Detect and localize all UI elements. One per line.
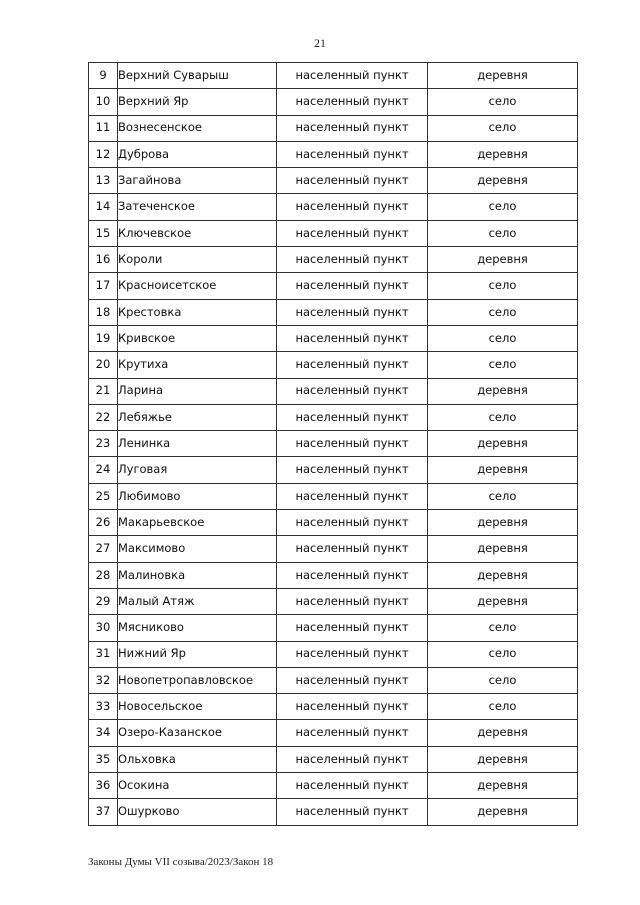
- settlement-kind-cell: населенный пункт: [277, 115, 428, 141]
- settlement-name-cell: Новосельское: [118, 694, 277, 720]
- row-number-cell: 36: [89, 773, 118, 799]
- settlement-kind-cell: населенный пункт: [277, 325, 428, 351]
- table-row: [89, 615, 578, 641]
- settlement-type-cell: деревня: [428, 746, 578, 772]
- row-number-cell: 20: [89, 352, 118, 378]
- table-row: [89, 247, 578, 273]
- row-number-cell: 15: [89, 220, 118, 246]
- row-number-cell: 18: [89, 299, 118, 325]
- settlement-kind-cell: населенный пункт: [277, 194, 428, 220]
- row-number-cell: 14: [89, 194, 118, 220]
- table-row: [89, 299, 578, 325]
- table-row: [89, 273, 578, 299]
- table-row: [89, 115, 578, 141]
- settlement-name-cell: Малиновка: [118, 562, 277, 588]
- settlement-kind-cell: населенный пункт: [277, 615, 428, 641]
- settlement-name-cell: Верхний Яр: [118, 89, 277, 115]
- settlement-name-cell: Малый Атяж: [118, 588, 277, 614]
- settlement-kind-cell: населенный пункт: [277, 352, 428, 378]
- settlement-kind-cell: населенный пункт: [277, 299, 428, 325]
- settlement-kind-cell: населенный пункт: [277, 641, 428, 667]
- settlement-name-cell: Загайнова: [118, 168, 277, 194]
- settlement-type-cell: село: [428, 404, 578, 430]
- row-number-cell: 23: [89, 431, 118, 457]
- settlement-name-cell: Верхний Суварыш: [118, 63, 277, 89]
- row-number-cell: 22: [89, 404, 118, 430]
- row-number-cell: 17: [89, 273, 118, 299]
- settlement-type-cell: деревня: [428, 168, 578, 194]
- row-number-cell: 34: [89, 720, 118, 746]
- settlement-type-cell: село: [428, 694, 578, 720]
- settlement-kind-cell: населенный пункт: [277, 220, 428, 246]
- settlement-name-cell: Новопетропавловское: [118, 667, 277, 693]
- table-row: [89, 378, 578, 404]
- document-footer: Законы Думы VII созыва/2023/Закон 18: [88, 856, 274, 868]
- settlement-type-cell: село: [428, 194, 578, 220]
- table-row: [89, 404, 578, 430]
- settlement-kind-cell: населенный пункт: [277, 89, 428, 115]
- table-row: [89, 431, 578, 457]
- table-row: [89, 799, 578, 825]
- settlement-name-cell: Лебяжье: [118, 404, 277, 430]
- table-row: [89, 667, 578, 693]
- settlement-type-cell: деревня: [428, 799, 578, 825]
- row-number-cell: 21: [89, 378, 118, 404]
- settlement-kind-cell: населенный пункт: [277, 378, 428, 404]
- settlement-kind-cell: населенный пункт: [277, 746, 428, 772]
- settlement-kind-cell: населенный пункт: [277, 168, 428, 194]
- table-row: [89, 773, 578, 799]
- row-number-cell: 37: [89, 799, 118, 825]
- settlement-kind-cell: населенный пункт: [277, 799, 428, 825]
- row-number-cell: 13: [89, 168, 118, 194]
- settlement-name-cell: Дуброва: [118, 141, 277, 167]
- settlement-name-cell: Нижний Яр: [118, 641, 277, 667]
- settlement-type-cell: деревня: [428, 773, 578, 799]
- settlement-type-cell: деревня: [428, 536, 578, 562]
- settlement-name-cell: Ленинка: [118, 431, 277, 457]
- settlement-name-cell: Мясниково: [118, 615, 277, 641]
- settlement-type-cell: село: [428, 641, 578, 667]
- row-number-cell: 19: [89, 325, 118, 351]
- settlement-kind-cell: населенный пункт: [277, 404, 428, 430]
- settlement-type-cell: деревня: [428, 63, 578, 89]
- table-row: [89, 588, 578, 614]
- table-row: [89, 63, 578, 89]
- settlements-table-body: [89, 63, 578, 826]
- settlement-kind-cell: населенный пункт: [277, 536, 428, 562]
- table-row: [89, 352, 578, 378]
- settlement-type-cell: деревня: [428, 378, 578, 404]
- settlement-name-cell: Ключевское: [118, 220, 277, 246]
- settlement-type-cell: деревня: [428, 720, 578, 746]
- settlement-name-cell: Крутиха: [118, 352, 277, 378]
- row-number-cell: 24: [89, 457, 118, 483]
- table-row: [89, 457, 578, 483]
- settlement-name-cell: Крестовка: [118, 299, 277, 325]
- settlement-type-cell: село: [428, 273, 578, 299]
- row-number-cell: 30: [89, 615, 118, 641]
- table-row: [89, 641, 578, 667]
- row-number-cell: 29: [89, 588, 118, 614]
- settlement-type-cell: деревня: [428, 247, 578, 273]
- settlement-name-cell: Вознесенское: [118, 115, 277, 141]
- settlement-name-cell: Макарьевское: [118, 510, 277, 536]
- settlement-name-cell: Максимово: [118, 536, 277, 562]
- settlement-type-cell: село: [428, 483, 578, 509]
- settlement-name-cell: Луговая: [118, 457, 277, 483]
- row-number-cell: 35: [89, 746, 118, 772]
- row-number-cell: 12: [89, 141, 118, 167]
- row-number-cell: 25: [89, 483, 118, 509]
- row-number-cell: 10: [89, 89, 118, 115]
- settlement-kind-cell: населенный пункт: [277, 483, 428, 509]
- table-row: [89, 536, 578, 562]
- row-number-cell: 32: [89, 667, 118, 693]
- row-number-cell: 27: [89, 536, 118, 562]
- settlement-name-cell: Красноисетское: [118, 273, 277, 299]
- settlement-kind-cell: населенный пункт: [277, 247, 428, 273]
- settlement-type-cell: село: [428, 667, 578, 693]
- row-number-cell: 11: [89, 115, 118, 141]
- row-number-cell: 9: [89, 63, 118, 89]
- row-number-cell: 26: [89, 510, 118, 536]
- settlement-kind-cell: населенный пункт: [277, 773, 428, 799]
- table-row: [89, 220, 578, 246]
- table-row: [89, 510, 578, 536]
- settlement-name-cell: Осокина: [118, 773, 277, 799]
- settlement-type-cell: село: [428, 299, 578, 325]
- table-row: [89, 746, 578, 772]
- settlement-kind-cell: населенный пункт: [277, 431, 428, 457]
- settlement-type-cell: село: [428, 325, 578, 351]
- settlement-kind-cell: населенный пункт: [277, 667, 428, 693]
- settlement-name-cell: Ольховка: [118, 746, 277, 772]
- settlement-type-cell: деревня: [428, 141, 578, 167]
- settlement-type-cell: село: [428, 220, 578, 246]
- settlement-kind-cell: населенный пункт: [277, 63, 428, 89]
- table-row: [89, 720, 578, 746]
- table-row: [89, 562, 578, 588]
- settlement-name-cell: Кривское: [118, 325, 277, 351]
- settlement-type-cell: село: [428, 352, 578, 378]
- row-number-cell: 28: [89, 562, 118, 588]
- settlement-type-cell: деревня: [428, 431, 578, 457]
- settlement-kind-cell: населенный пункт: [277, 457, 428, 483]
- settlement-type-cell: село: [428, 115, 578, 141]
- row-number-cell: 33: [89, 694, 118, 720]
- settlement-name-cell: Любимово: [118, 483, 277, 509]
- table-row: [89, 141, 578, 167]
- settlement-name-cell: Ошурково: [118, 799, 277, 825]
- settlement-kind-cell: населенный пункт: [277, 141, 428, 167]
- table-row: [89, 694, 578, 720]
- table-row: [89, 483, 578, 509]
- settlement-type-cell: деревня: [428, 588, 578, 614]
- table-row: [89, 194, 578, 220]
- settlements-table: [88, 62, 578, 826]
- settlement-name-cell: Озеро-Казанское: [118, 720, 277, 746]
- settlement-kind-cell: населенный пункт: [277, 273, 428, 299]
- settlement-kind-cell: населенный пункт: [277, 588, 428, 614]
- settlement-type-cell: деревня: [428, 562, 578, 588]
- settlement-name-cell: Ларина: [118, 378, 277, 404]
- settlement-kind-cell: населенный пункт: [277, 562, 428, 588]
- page-number: 21: [314, 36, 326, 50]
- settlement-type-cell: деревня: [428, 457, 578, 483]
- row-number-cell: 31: [89, 641, 118, 667]
- settlement-kind-cell: населенный пункт: [277, 510, 428, 536]
- table-row: [89, 89, 578, 115]
- settlement-type-cell: село: [428, 615, 578, 641]
- row-number-cell: 16: [89, 247, 118, 273]
- settlement-type-cell: село: [428, 89, 578, 115]
- settlement-name-cell: Короли: [118, 247, 277, 273]
- settlement-type-cell: деревня: [428, 510, 578, 536]
- table-row: [89, 168, 578, 194]
- settlement-kind-cell: населенный пункт: [277, 694, 428, 720]
- settlement-name-cell: Затеченское: [118, 194, 277, 220]
- settlement-kind-cell: населенный пункт: [277, 720, 428, 746]
- table-row: [89, 325, 578, 351]
